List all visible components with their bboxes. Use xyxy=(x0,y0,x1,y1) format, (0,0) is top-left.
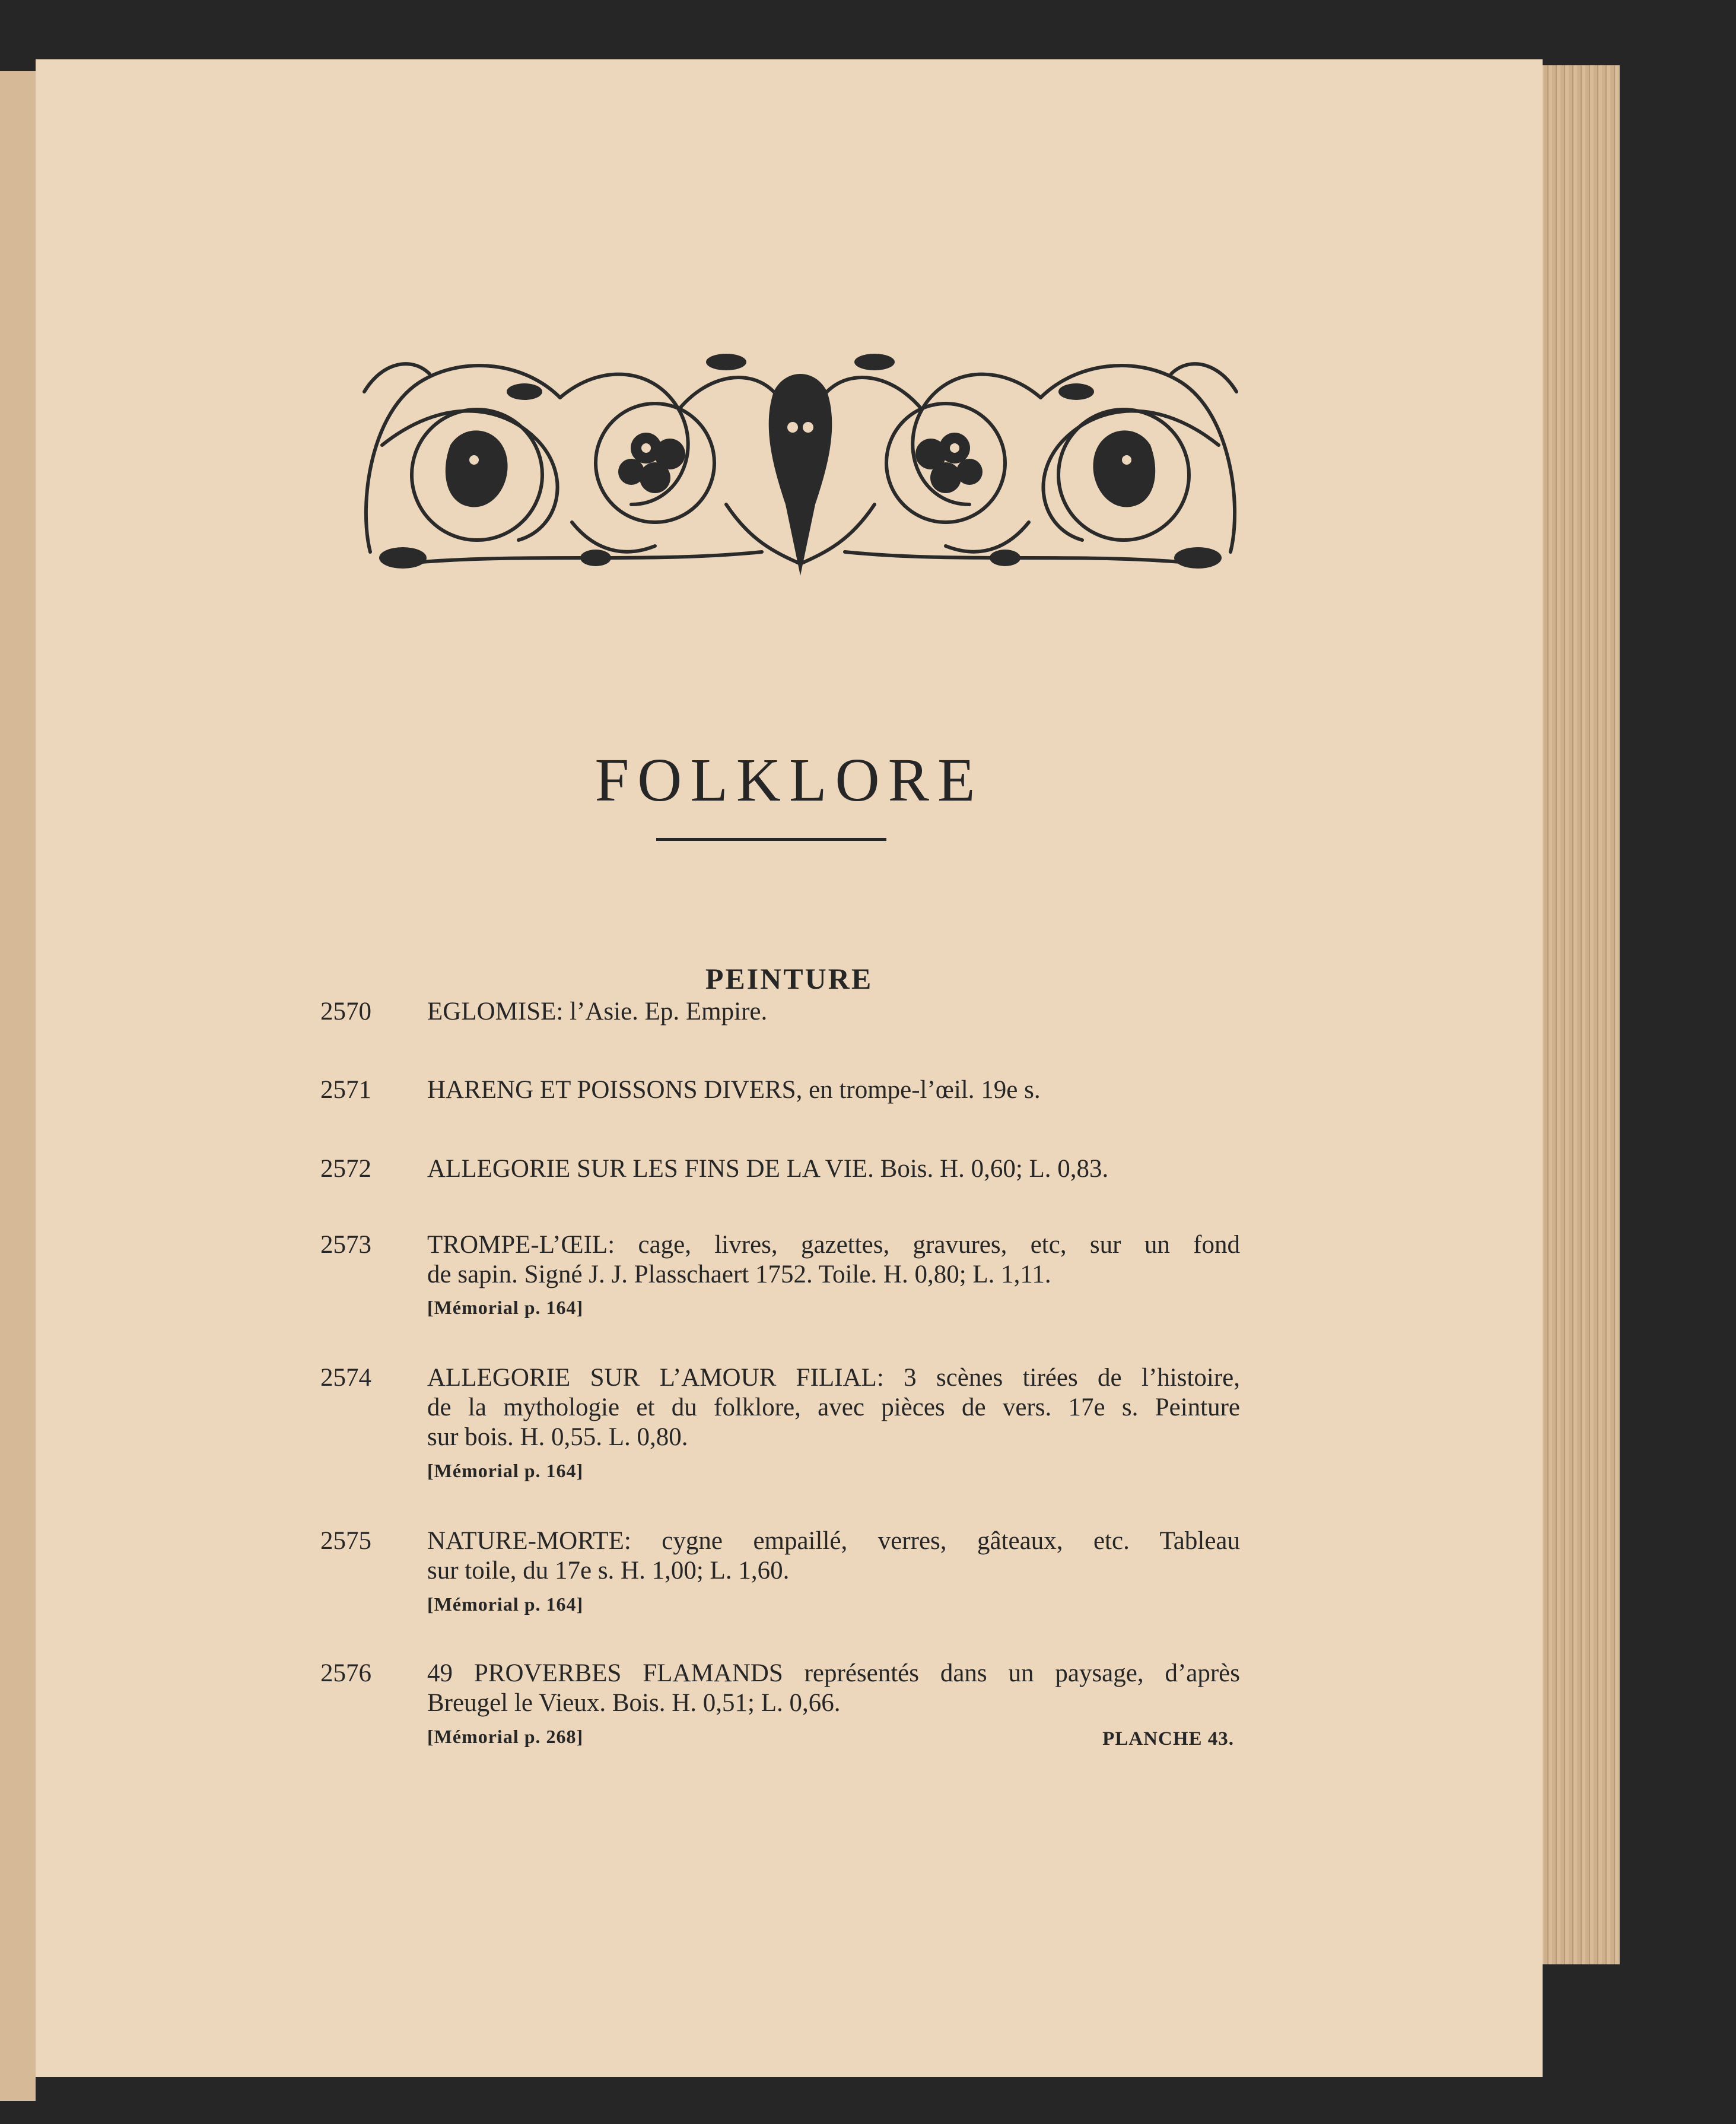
facing-page-edge xyxy=(0,71,36,2101)
plate-reference: PLANCHE 43. xyxy=(1102,1728,1234,1750)
lot-description: TROMPE-L’ŒIL: cage, livres, gazettes, gravures, etc, sur un fond xyxy=(427,1231,1240,1259)
lot-description: NATURE-MORTE: cygne empaillé, verres, gâteaux, etc. Tableau xyxy=(427,1527,1240,1555)
lot-number: 2571 xyxy=(320,1076,371,1104)
lot-description: sur toile, du 17e s. H. 1,00; L. 1,60. xyxy=(427,1557,790,1585)
lot-number: 2572 xyxy=(320,1155,371,1183)
lot-number: 2576 xyxy=(320,1659,371,1687)
lot-description: HARENG ET POISSONS DIVERS, en trompe-l’œil. 19e s. xyxy=(427,1076,1041,1104)
memorial-reference: [Mémorial p. 164] xyxy=(427,1297,584,1318)
memorial-reference: [Mémorial p. 268] xyxy=(427,1726,584,1747)
catalogue-entries xyxy=(36,59,1543,2077)
catalogue-page xyxy=(36,59,1543,2077)
lot-description: de la mythologie et du folklore, avec pièces de vers. 17e s. Peinture xyxy=(427,1393,1240,1421)
lot-number: 2574 xyxy=(320,1364,371,1392)
lot-number: 2570 xyxy=(320,998,371,1026)
lot-number: 2573 xyxy=(320,1231,371,1259)
memorial-reference: [Mémorial p. 164] xyxy=(427,1593,584,1615)
lot-description: ALLEGORIE SUR L’AMOUR FILIAL: 3 scènes tirées de l’histoire, xyxy=(427,1364,1240,1392)
memorial-reference: [Mémorial p. 164] xyxy=(427,1460,584,1481)
lot-description: ALLEGORIE SUR LES FINS DE LA VIE. Bois. H. 0,60; L. 0,83. xyxy=(427,1155,1109,1183)
lot-description: de sapin. Signé J. J. Plasschaert 1752. Toile. H. 0,80; L. 1,11. xyxy=(427,1261,1051,1288)
lot-description: 49 PROVERBES FLAMANDS représentés dans un paysage, d’après xyxy=(427,1659,1240,1687)
section-heading: PEINTURE xyxy=(705,962,873,995)
lot-description: EGLOMISE: l’Asie. Ep. Empire. xyxy=(427,998,768,1026)
lot-number: 2575 xyxy=(320,1527,371,1555)
lot-description: sur bois. H. 0,55. L. 0,80. xyxy=(427,1423,688,1451)
lot-description: Breugel le Vieux. Bois. H. 0,51; L. 0,66. xyxy=(427,1689,841,1717)
page-title: FOLKLORE xyxy=(594,746,984,814)
